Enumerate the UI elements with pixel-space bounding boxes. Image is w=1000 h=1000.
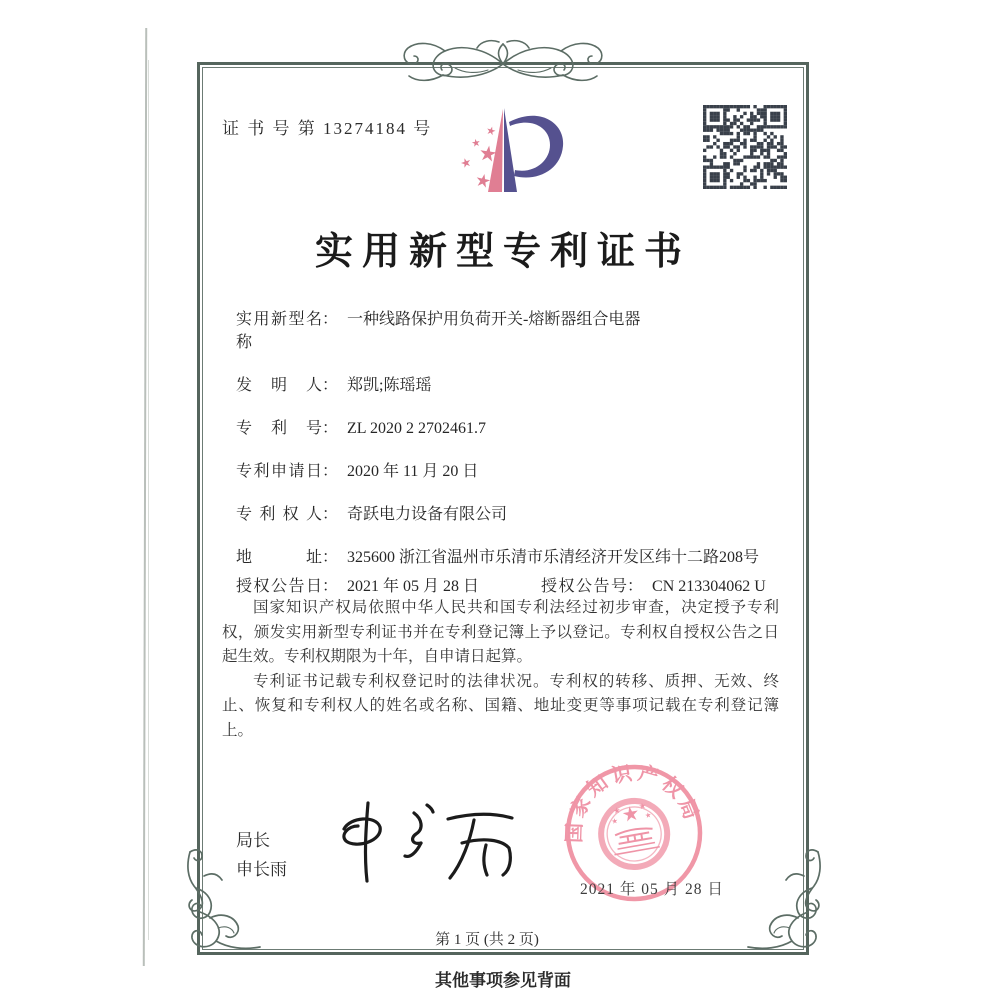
page-edge-shadow-light xyxy=(148,60,149,940)
signer-name: 申长雨 xyxy=(236,860,287,879)
seal-text: 国家知识产权局 xyxy=(563,761,704,844)
field-value-grant-number: CN 213304062 U xyxy=(652,578,766,595)
signer-title: 局长 xyxy=(236,831,270,850)
field-label: 专利申请日 xyxy=(236,463,322,480)
top-scroll-ornament-icon xyxy=(392,37,614,91)
field-row-address: 地址 ： 325600 浙江省温州市乐清市乐清经济开发区纬十二路208号 xyxy=(236,546,784,569)
field-row-patentee: 专利权人 ： 奇跃电力设备有限公司 xyxy=(236,503,784,526)
field-label: 实用新型名称 xyxy=(236,311,322,351)
field-value-grant-date: 2021 年 05 月 28 日 xyxy=(347,578,480,595)
field-value-inventors: 郑凯;陈瑶瑶 xyxy=(347,377,432,394)
field-value-filing-date: 2020 年 11 月 20 日 xyxy=(347,463,479,480)
field-label: 发明人 xyxy=(236,377,322,394)
field-label: 专利号 xyxy=(236,420,322,437)
certificate-fields xyxy=(236,308,784,618)
field-value-address: 325600 浙江省温州市乐清市乐清经济开发区纬十二路208号 xyxy=(347,549,760,566)
field-value-patent-number: ZL 2020 2 2702461.7 xyxy=(347,420,486,437)
field-row-grant: 授权公告日 ： 2021 年 05 月 28 日 授权公告号 ： CN 213304062 U xyxy=(236,575,784,598)
back-side-note: 其他事项参见背面 xyxy=(435,971,571,990)
field-row-inventor: 发明人 ： 郑凯;陈瑶瑶 xyxy=(236,374,784,397)
director-signature xyxy=(328,793,518,888)
seal-date: 2021 年 05 月 28 日 xyxy=(580,881,724,898)
legal-text xyxy=(222,596,779,743)
cnipa-logo-icon xyxy=(440,99,580,204)
field-row-filing-date: 专利申请日 ： 2020 年 11 月 20 日 xyxy=(236,460,784,483)
field-value-utility-model-name: 一种线路保护用负荷开关-熔断器组合电器 xyxy=(347,311,641,328)
field-row-name: 实用新型名称 ： 一种线路保护用负荷开关-熔断器组合电器 xyxy=(236,308,784,354)
field-label: 地址 xyxy=(236,549,322,566)
field-label: 授权公告日 xyxy=(236,578,322,595)
page-edge-shadow xyxy=(143,28,147,966)
field-value-patentee: 奇跃电力设备有限公司 xyxy=(347,506,508,523)
national-emblem-icon xyxy=(596,796,672,872)
certificate-title: 实用新型专利证书 xyxy=(314,231,691,273)
field-pair-grant-number: 授权公告号 ： CN 213304062 U xyxy=(541,575,766,598)
legal-paragraph-2: 专利证书记载专利权登记时的法律状况。专利权的转移、质押、无效、终止、恢复和专利权人的姓名或名称、国籍、地址变更等事项记载在专利登记簿上。 xyxy=(222,672,779,739)
certificate-number: 证 书 号 第 13274184 号 xyxy=(222,119,433,138)
field-label: 授权公告号 xyxy=(541,578,628,595)
field-row-patent-no: 专利号 ： ZL 2020 2 2702461.7 xyxy=(236,417,784,440)
page-number: 第 1 页 (共 2 页) xyxy=(435,932,539,948)
qr-code xyxy=(703,105,787,189)
field-label: 专利权人 xyxy=(236,506,322,523)
legal-paragraph-1: 国家知识产权局依照中华人民共和国专利法经过初步审查，决定授予专利权，颁发实用新型专利证书并在专利登记簿上予以登记。专利权自授权公告之日起生效。专利权期限为十年，自申请日起算。 xyxy=(222,599,779,665)
